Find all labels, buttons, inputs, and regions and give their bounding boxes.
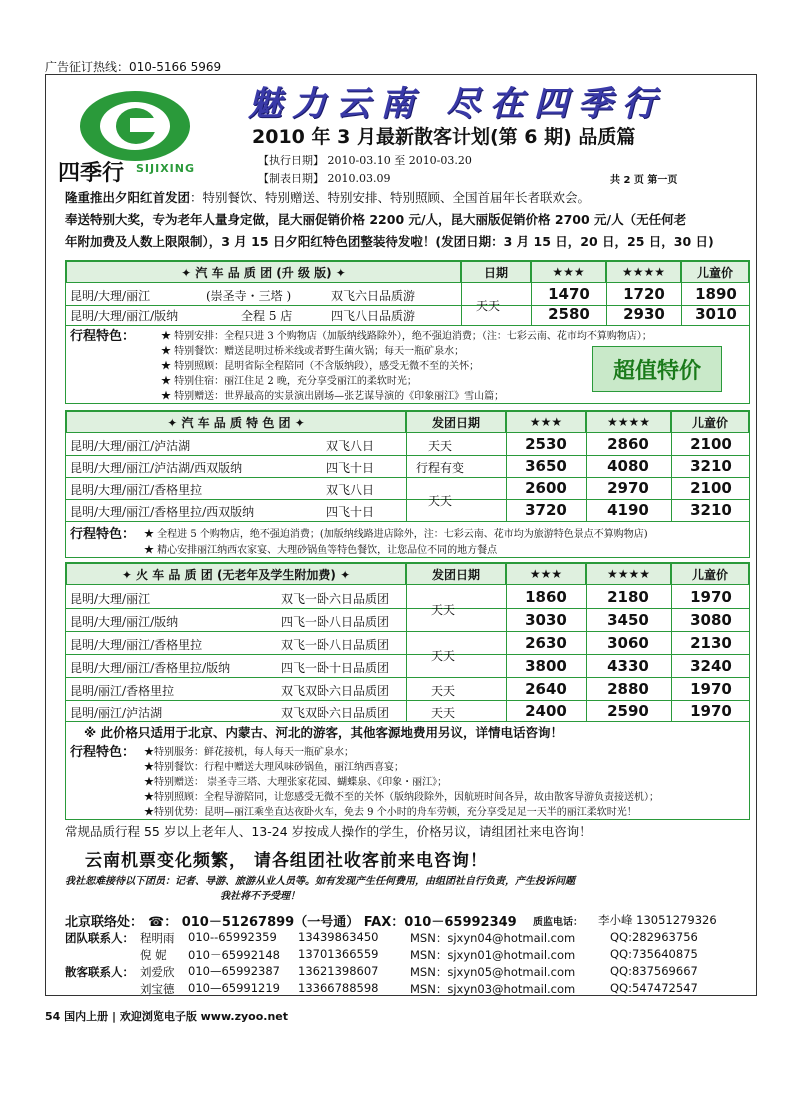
- table-row: 昆明/大理/丽江/泸沽湖/西双版纳: [70, 461, 243, 475]
- features-label: 行程特色：: [70, 745, 136, 760]
- feature-item: ★特别优势：昆明—丽江乘坐直达夜卧火车，免去 9 个小时的舟车劳顿，充分享受足足一天半的丽江柔软时光！: [144, 807, 637, 818]
- brand-logo: [58, 86, 228, 186]
- exec-date: 【执行日期】 2010-03.10 至 2010-03.20: [258, 154, 472, 167]
- col-depart-date: 发团日期: [406, 411, 506, 433]
- feature-item: ★特别赠送： 崇圣寺三塔、大理张家花园、蝴蝶泉、《印象・丽江》；: [144, 777, 448, 788]
- feature-item: ★ 特别赠送：世界最高的实景演出剧场—张艺谋导演的《印象丽江》雪山篇；: [161, 391, 505, 402]
- page-footer: 54 国内上册 | 欢迎浏览电子版 www.zyoo.net: [45, 1010, 289, 1023]
- feature-item: ★特别餐饮：行程中赠送大理风味砂锅鱼，丽江纳西喜宴；: [144, 762, 404, 773]
- retail-contact-label: 散客联系人：: [65, 965, 134, 979]
- beijing-phone-fax: ☎： 010－51267899（一号通） FAX：010－65992349: [148, 915, 517, 930]
- contact-person: 刘爱欣: [140, 965, 175, 979]
- refuse-note-2: 我社将不予受理！: [220, 891, 300, 902]
- col-child: 儿童价: [671, 563, 749, 585]
- section-3-title: ✦ 火 车 品 质 团 (无老年及学生附加费) ✦: [66, 563, 406, 585]
- col-4star: ★★★★: [586, 563, 671, 585]
- col-3star: ★★★: [506, 411, 586, 433]
- section-2-title: ✦ 汽 车 品 质 特 色 团 ✦: [66, 411, 406, 433]
- price-scope-note: ※ 此价格只适用于北京、内蒙古、河北的游客，其他客源地费用另议，详情电话咨询！: [84, 725, 564, 740]
- plan-title: 2010 年 3 月最新散客计划(第 6 期) 品质篇: [252, 126, 636, 148]
- qc-contact: 李小峰 13051279326: [598, 913, 717, 927]
- table-row: 昆明/大理/丽江/香格里拉/西双版纳: [70, 505, 255, 519]
- table-row: 昆明/大理/丽江/版纳: [70, 615, 179, 629]
- intro-line-1: 隆重推出夕阳红首发团：特别餐饮、特别赠送、特别安排、特别照顾、全国首届年长者联欢会。: [65, 190, 591, 205]
- col-child: 儿童价: [681, 261, 749, 283]
- beijing-office-label: 北京联络处：: [65, 915, 144, 930]
- section-1-title: ✦ 汽 车 品 质 团 (升 级 版) ✦: [66, 261, 461, 283]
- page-count: 共 2 页 第一页: [610, 175, 678, 186]
- col-3star: ★★★: [531, 261, 606, 283]
- intro-line-2: 奉送特别大奖，专为老年人量身定做，昆大丽促销价格 2200 元/人，昆大丽版促销价格 2700 元/人（无任何老: [65, 212, 687, 227]
- features-label: 行程特色：: [70, 527, 136, 542]
- intro-line-3: 年附加费及人数上限限制），3 月 15 日夕阳红特色团整装待发啦！(发团日期：3 月 15 日，20 日，25 日，30 日): [65, 234, 714, 249]
- group-contact-label: 团队联系人：: [65, 931, 134, 945]
- section-upgrade-bus: ✦ 汽 车 品 质 团 (升 级 版) ✦ 日期 ★★★ ★★★★ 儿童价 昆明/大理/丽江 (崇圣寺・三塔 ) 双飞六日品质游 昆明/大理/丽江/版纳 全程 5 店 四飞八日品质游 天天 1470 1720 1890 2580 2930 3010 行程特色： ★ 特别安排：全程只进 3 个购物店（加版纳线路除外），绝不强迫消费；（注：七彩云南、花市均不算购物店）； ★ 特别餐饮：赠送昆明过桥米线或者野生菌火锅；每天一瓶矿泉水； ★ 特别照顾：昆明省际全程陪同（不含版纳段），感受无微不至的关怀； ★ 特别住宿：丽江住足 2 晚，充分享受丽江的柔软时光； ★ 特别赠送：世界最高的实景演出剧场—张艺谋导演的《印象丽江》雪山篇；: [65, 260, 750, 404]
- feature-item: ★特别服务：鲜花接机，每人每天一瓶矿泉水；: [144, 747, 354, 758]
- col-4star: ★★★★: [586, 411, 671, 433]
- table-row: 昆明/大理/丽江/香格里拉/版纳: [70, 661, 231, 675]
- feature-item: ★ 全程进 5 个购物店，绝不强迫消费；(加版纳线路进店除外，注：七彩云南、花市均为旅游特色景点不算购物店): [144, 529, 648, 540]
- col-3star: ★★★: [506, 563, 586, 585]
- contact-person: 刘宝德: [140, 982, 175, 996]
- table-row: 昆明/丽江/泸沽湖: [70, 706, 163, 720]
- intro-highlight: 隆重推出夕阳红首发团: [65, 190, 191, 205]
- section-train: ✦ 火 车 品 质 团 (无老年及学生附加费) ✦ 发团日期 ★★★ ★★★★ 儿童价 昆明/大理/丽江 双飞一卧六日品质团 昆明/大理/丽江/版纳 四飞一卧八日品质团 昆明/大理/丽江/香格里拉 双飞一卧八日品质团 昆明/大理/丽江/香格里拉/版纳 四飞一卧十日品质团 昆明/丽江/香格里拉 双飞双卧六日品质团 昆明/丽江/泸沽湖 双飞双卧六日品质团 天天 天天 天天 天天 1860 2180 1970 3030 3450 3080 2630 3060 2130 3800 4330 3240 2640 2880 1970 2400 2590 1970 ※ 此价格只适用于北京、内蒙古、河北的游客，其他客源地费用另议，详情电话咨询！ 行程特色： ★特别服务：鲜花接机，每人每天一瓶矿泉水； ★特别餐饮：行程中赠送大理风味砂锅鱼，丽江纳西喜宴； ★特别赠送： 崇圣寺三塔、大理张家花园、蝴蝶泉、《印象・丽江》； ★特别照顾：全程导游陪同，让您感受无微不至的关怀（版纳段除外，因航班时间各异，故由散客导游负责接送机）； ★特别优势：昆明—丽江乘坐直达夜卧火车，免去 9 个小时的舟车劳顿，充分享受足足一天半的丽江柔软时光！: [65, 562, 750, 820]
- feature-item: ★ 特别住宿：丽江住足 2 晚，充分享受丽江的柔软时光；: [161, 376, 417, 387]
- section-bus-feature: ✦ 汽 车 品 质 特 色 团 ✦ 发团日期 ★★★ ★★★★ 儿童价 昆明/大理/丽江/泸沽湖 双飞八日 昆明/大理/丽江/泸沽湖/西双版纳 四飞十日 昆明/大理/丽江/香格里拉 双飞八日 昆明/大理/丽江/香格里拉/西双版纳 四飞十日 天天 行程有变 天天 2530 2860 2100 3650 4080 3210 2600 2970 2100 3720 4190 3210 行程特色： ★ 全程进 5 个购物店，绝不强迫消费；(加版纳线路进店除外，注：七彩云南、花市均为旅游特色景点不算购物店) ★ 精心安排丽江纳西农家宴、大理砂锅鱼等特色餐饮，让您品位不同的地方餐点: [65, 410, 750, 558]
- col-date: 日期: [461, 261, 531, 283]
- brand-name: 四季行: [58, 161, 125, 186]
- contact-person: 倪 妮: [140, 948, 167, 962]
- table-row: 昆明/丽江/香格里拉: [70, 684, 175, 698]
- age-note: 常规品质行程 55 岁以上老年人、13-24 岁按成人操作的学生，价格另议，请组团社来电咨询！: [65, 824, 592, 839]
- feature-item: ★ 特别安排：全程只进 3 个购物店（加版纳线路除外），绝不强迫消费；（注：七彩云南、花市均不算购物店）；: [161, 331, 652, 342]
- brand-name-en: SIJIXING: [136, 162, 196, 175]
- features-label: 行程特色：: [70, 329, 136, 344]
- feature-item: ★ 精心安排丽江纳西农家宴、大理砂锅鱼等特色餐饮，让您品位不同的地方餐点: [144, 545, 498, 556]
- feature-item: ★ 特别餐饮：赠送昆明过桥米线或者野生菌火锅；每天一瓶矿泉水；: [161, 346, 465, 357]
- col-4star: ★★★★: [606, 261, 681, 283]
- col-depart-date: 发团日期: [406, 563, 506, 585]
- table-row: 昆明/大理/丽江/香格里拉: [70, 638, 203, 652]
- value-price-badge: 超值特价: [592, 346, 722, 392]
- qc-label: 质监电话：: [533, 917, 583, 928]
- col-child: 儿童价: [671, 411, 749, 433]
- table-row: 昆明/大理/丽江: [70, 289, 151, 303]
- refuse-note-1: 我社恕难接待以下团员：记者、导游、旅游从业人员等。如有发现产生任何费用，由组团社自行负责，产生投诉问题: [65, 876, 575, 887]
- table-row: 昆明/大理/丽江/香格里拉: [70, 483, 203, 497]
- feature-item: ★特别照顾：全程导游陪同，让您感受无微不至的关怀（版纳段除外，因航班时间各异，故由散客导游负责接送机）；: [144, 792, 659, 803]
- made-date: 【制表日期】 2010.03.09: [258, 172, 391, 185]
- feature-item: ★ 特别照顾：昆明省际全程陪同（不含版纳段），感受无微不至的关怀；: [161, 361, 480, 372]
- slogan: 魅力云南 尽在四季行: [248, 84, 666, 124]
- table-row: 昆明/大理/丽江/泸沽湖: [70, 439, 191, 453]
- table-row: 昆明/大理/丽江/版纳: [70, 309, 179, 323]
- ticket-note: 云南机票变化频繁， 请各组团社收客前来电咨询！: [85, 851, 488, 871]
- ad-hotline: 广告征订热线：010-5166 5969: [45, 60, 222, 74]
- table-row: 昆明/大理/丽江: [70, 592, 151, 606]
- contact-person: 程明雨: [140, 931, 175, 945]
